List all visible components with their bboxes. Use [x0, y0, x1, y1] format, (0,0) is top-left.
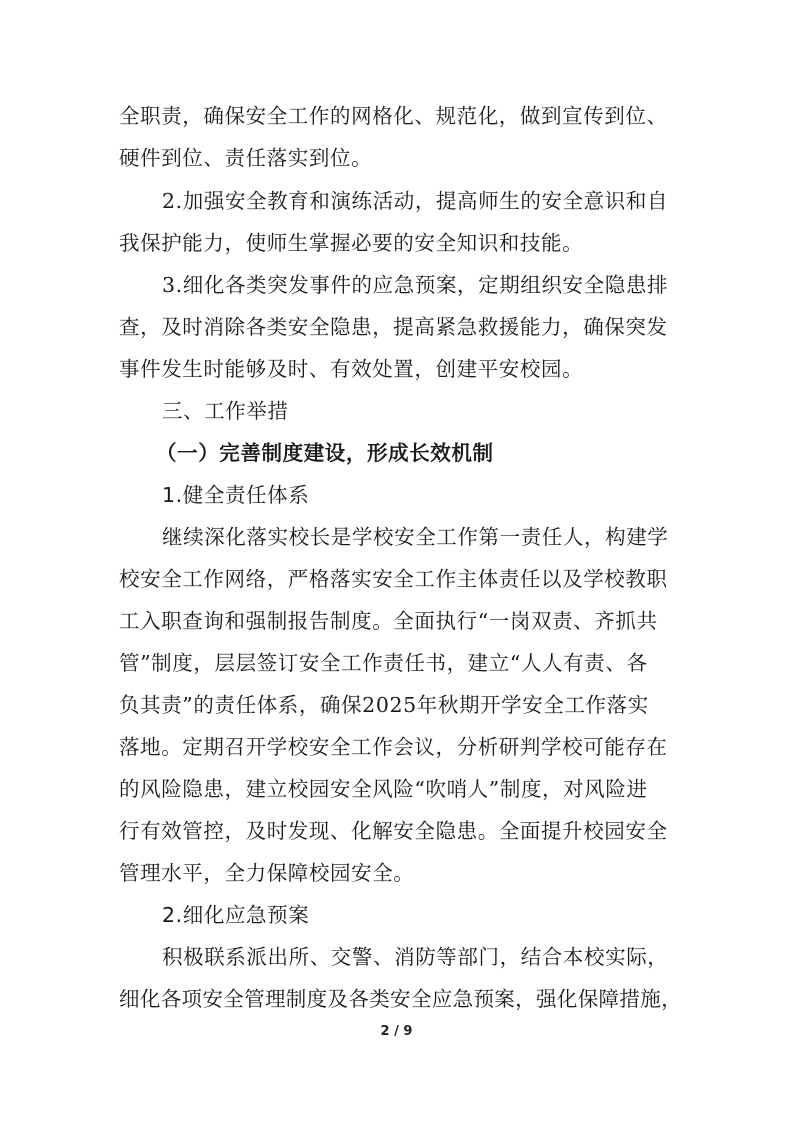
paragraph-line: 管理水平，全力保障校园安全。 — [119, 861, 415, 885]
section-heading: 三、工作举措 — [162, 399, 289, 423]
paragraph-line: 我保护能力，使师生掌握必要的安全知识和技能。 — [119, 231, 584, 255]
page-number: 2 / 9 — [380, 1024, 413, 1039]
item-heading: 2.细化应急预案 — [162, 903, 310, 927]
paragraph-line: 全职责，确保安全工作的网格化、规范化，做到宣传到位、 — [119, 104, 668, 128]
paragraph-line: 2.加强安全教育和演练活动，提高师生的安全意识和自 — [162, 189, 669, 213]
paragraph-line: 3.细化各类突发事件的应急预案，定期组织安全隐患排 — [162, 273, 669, 297]
paragraph-line: 的风险隐患，建立校园安全风险“吹哨人”制度，对风险进 — [119, 777, 648, 801]
item-heading: 1.健全责任体系 — [162, 483, 310, 507]
paragraph-line: 硬件到位、责任落实到位。 — [119, 146, 373, 170]
paragraph-line: 积极联系派出所、交警、消防等部门，结合本校实际， — [162, 945, 669, 969]
paragraph-line: 行有效管控，及时发现、化解安全隐患。全面提升校园安全 — [119, 819, 668, 843]
paragraph-line: 落地。定期召开学校安全工作会议，分析研判学校可能存在 — [119, 735, 668, 759]
paragraph-line: 继续深化落实校长是学校安全工作第一责任人，构建学 — [162, 525, 669, 549]
subsection-heading: （一）完善制度建设，形成长效机制 — [156, 441, 494, 465]
paragraph-line: 事件发生时能够及时、有效处置，创建平安校园。 — [119, 357, 584, 381]
paragraph-line: 校安全工作网络，严格落实安全工作主体责任以及学校教职 — [119, 567, 668, 591]
paragraph-line: 管”制度，层层签订安全工作责任书，建立“人人有责、各 — [119, 651, 648, 675]
paragraph-line: 查，及时消除各类安全隐患，提高紧急救援能力，确保突发 — [119, 315, 668, 339]
paragraph-line: 工入职查询和强制报告制度。全面执行“一岗双责、齐抓共 — [119, 609, 658, 633]
paragraph-line: 细化各项安全管理制度及各类安全应急预案，强化保障措施， — [119, 987, 682, 1011]
paragraph-line: 负其责”的责任体系，确保2025年秋期开学安全工作落实 — [119, 693, 649, 717]
